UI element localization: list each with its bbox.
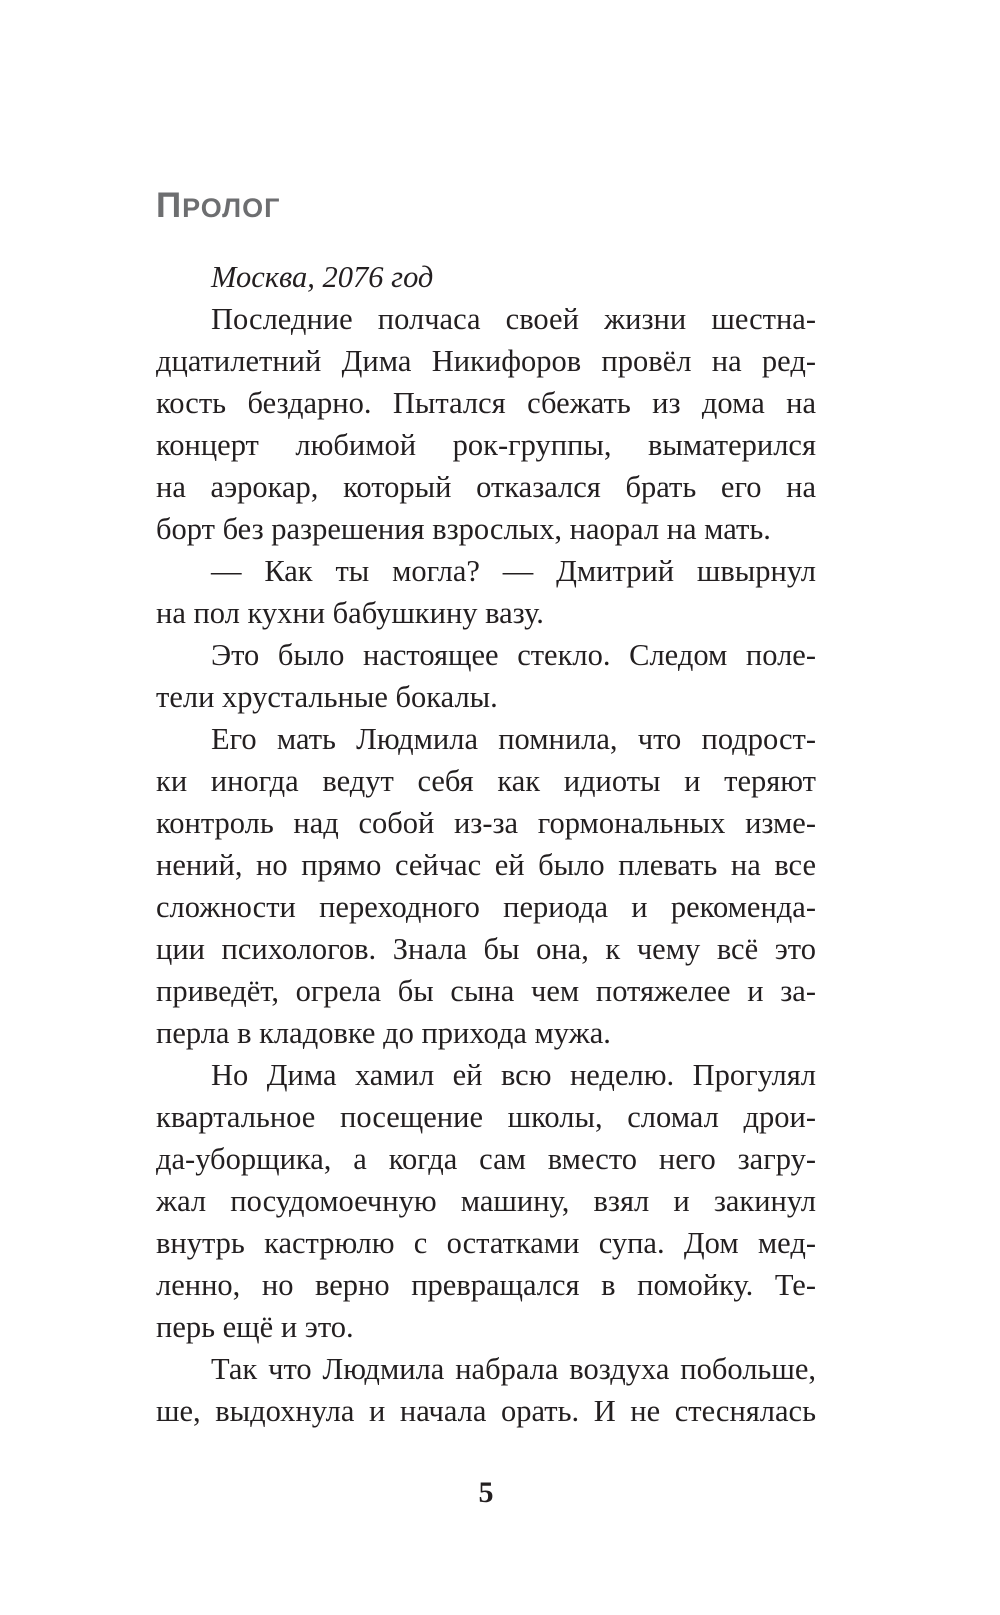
text-line: — Как ты могла? — Дмитрий швырнул — [211, 554, 816, 588]
text-line: ленно, но верно превращался в помойку. Те- — [156, 1268, 816, 1302]
text-line: внутрь кастрюлю с остатками супа. Дом мед- — [156, 1226, 816, 1260]
text-line: Это было настоящее стекло. Следом поле- — [211, 638, 816, 672]
text-line: приведёт, огрела бы сына чем потяжелее и за- — [156, 974, 816, 1008]
text-line: Но Дима хамил ей всю неделю. Прогулял — [211, 1058, 816, 1092]
text-line: кость бездарно. Пытался сбежать из дома на — [156, 386, 816, 420]
text-line: ции психологов. Знала бы она, к чему всё это — [156, 932, 816, 966]
body-text — [156, 256, 816, 1432]
text-line: ки иногда ведут себя как идиоты и теряют — [156, 764, 816, 798]
text-line: Последние полчаса своей жизни шестна- — [211, 302, 816, 336]
text-line: квартальное посещение школы, сломал дрои- — [156, 1100, 816, 1134]
text-line: концерт любимой рок-группы, выматерился — [156, 428, 816, 462]
text-line: перла в кладовке до прихода мужа. — [156, 1016, 611, 1050]
text-line: Так что Людмила набрала воздуха побольше, — [211, 1352, 816, 1386]
text-line: дцатилетний Дима Никифоров провёл на ред- — [156, 344, 816, 378]
epigraph-place-date: Москва, 2076 год — [211, 260, 434, 294]
text-line: контроль над собой из-за гормональных изме- — [156, 806, 816, 840]
text-line: на аэрокар, который отказался брать его на — [156, 470, 816, 504]
text-line: Его мать Людмила помнила, что подрост- — [211, 722, 816, 756]
text-line: борт без разрешения взрослых, наорал на мать. — [156, 512, 771, 546]
chapter-title — [156, 188, 280, 223]
text-line: нений, но прямо сейчас ей было плевать на все — [156, 848, 816, 882]
text-line: на пол кухни бабушкину вазу. — [156, 596, 544, 630]
text-line: тели хрустальные бокалы. — [156, 680, 498, 714]
text-line: жал посудомоечную машину, взял и закинул — [156, 1184, 816, 1218]
chapter-title-initial: П — [156, 186, 183, 225]
text-line: да-уборщика, а когда сам вместо него загру- — [156, 1142, 816, 1176]
chapter-title-rest: РОЛОГ — [182, 193, 281, 223]
page-number: 5 — [478, 1476, 494, 1509]
text-line: перь ещё и это. — [156, 1310, 354, 1344]
text-line: сложности переходного периода и рекоменда- — [156, 890, 816, 924]
text-line: ше, выдохнула и начала орать. И не стеснялась — [156, 1394, 816, 1428]
